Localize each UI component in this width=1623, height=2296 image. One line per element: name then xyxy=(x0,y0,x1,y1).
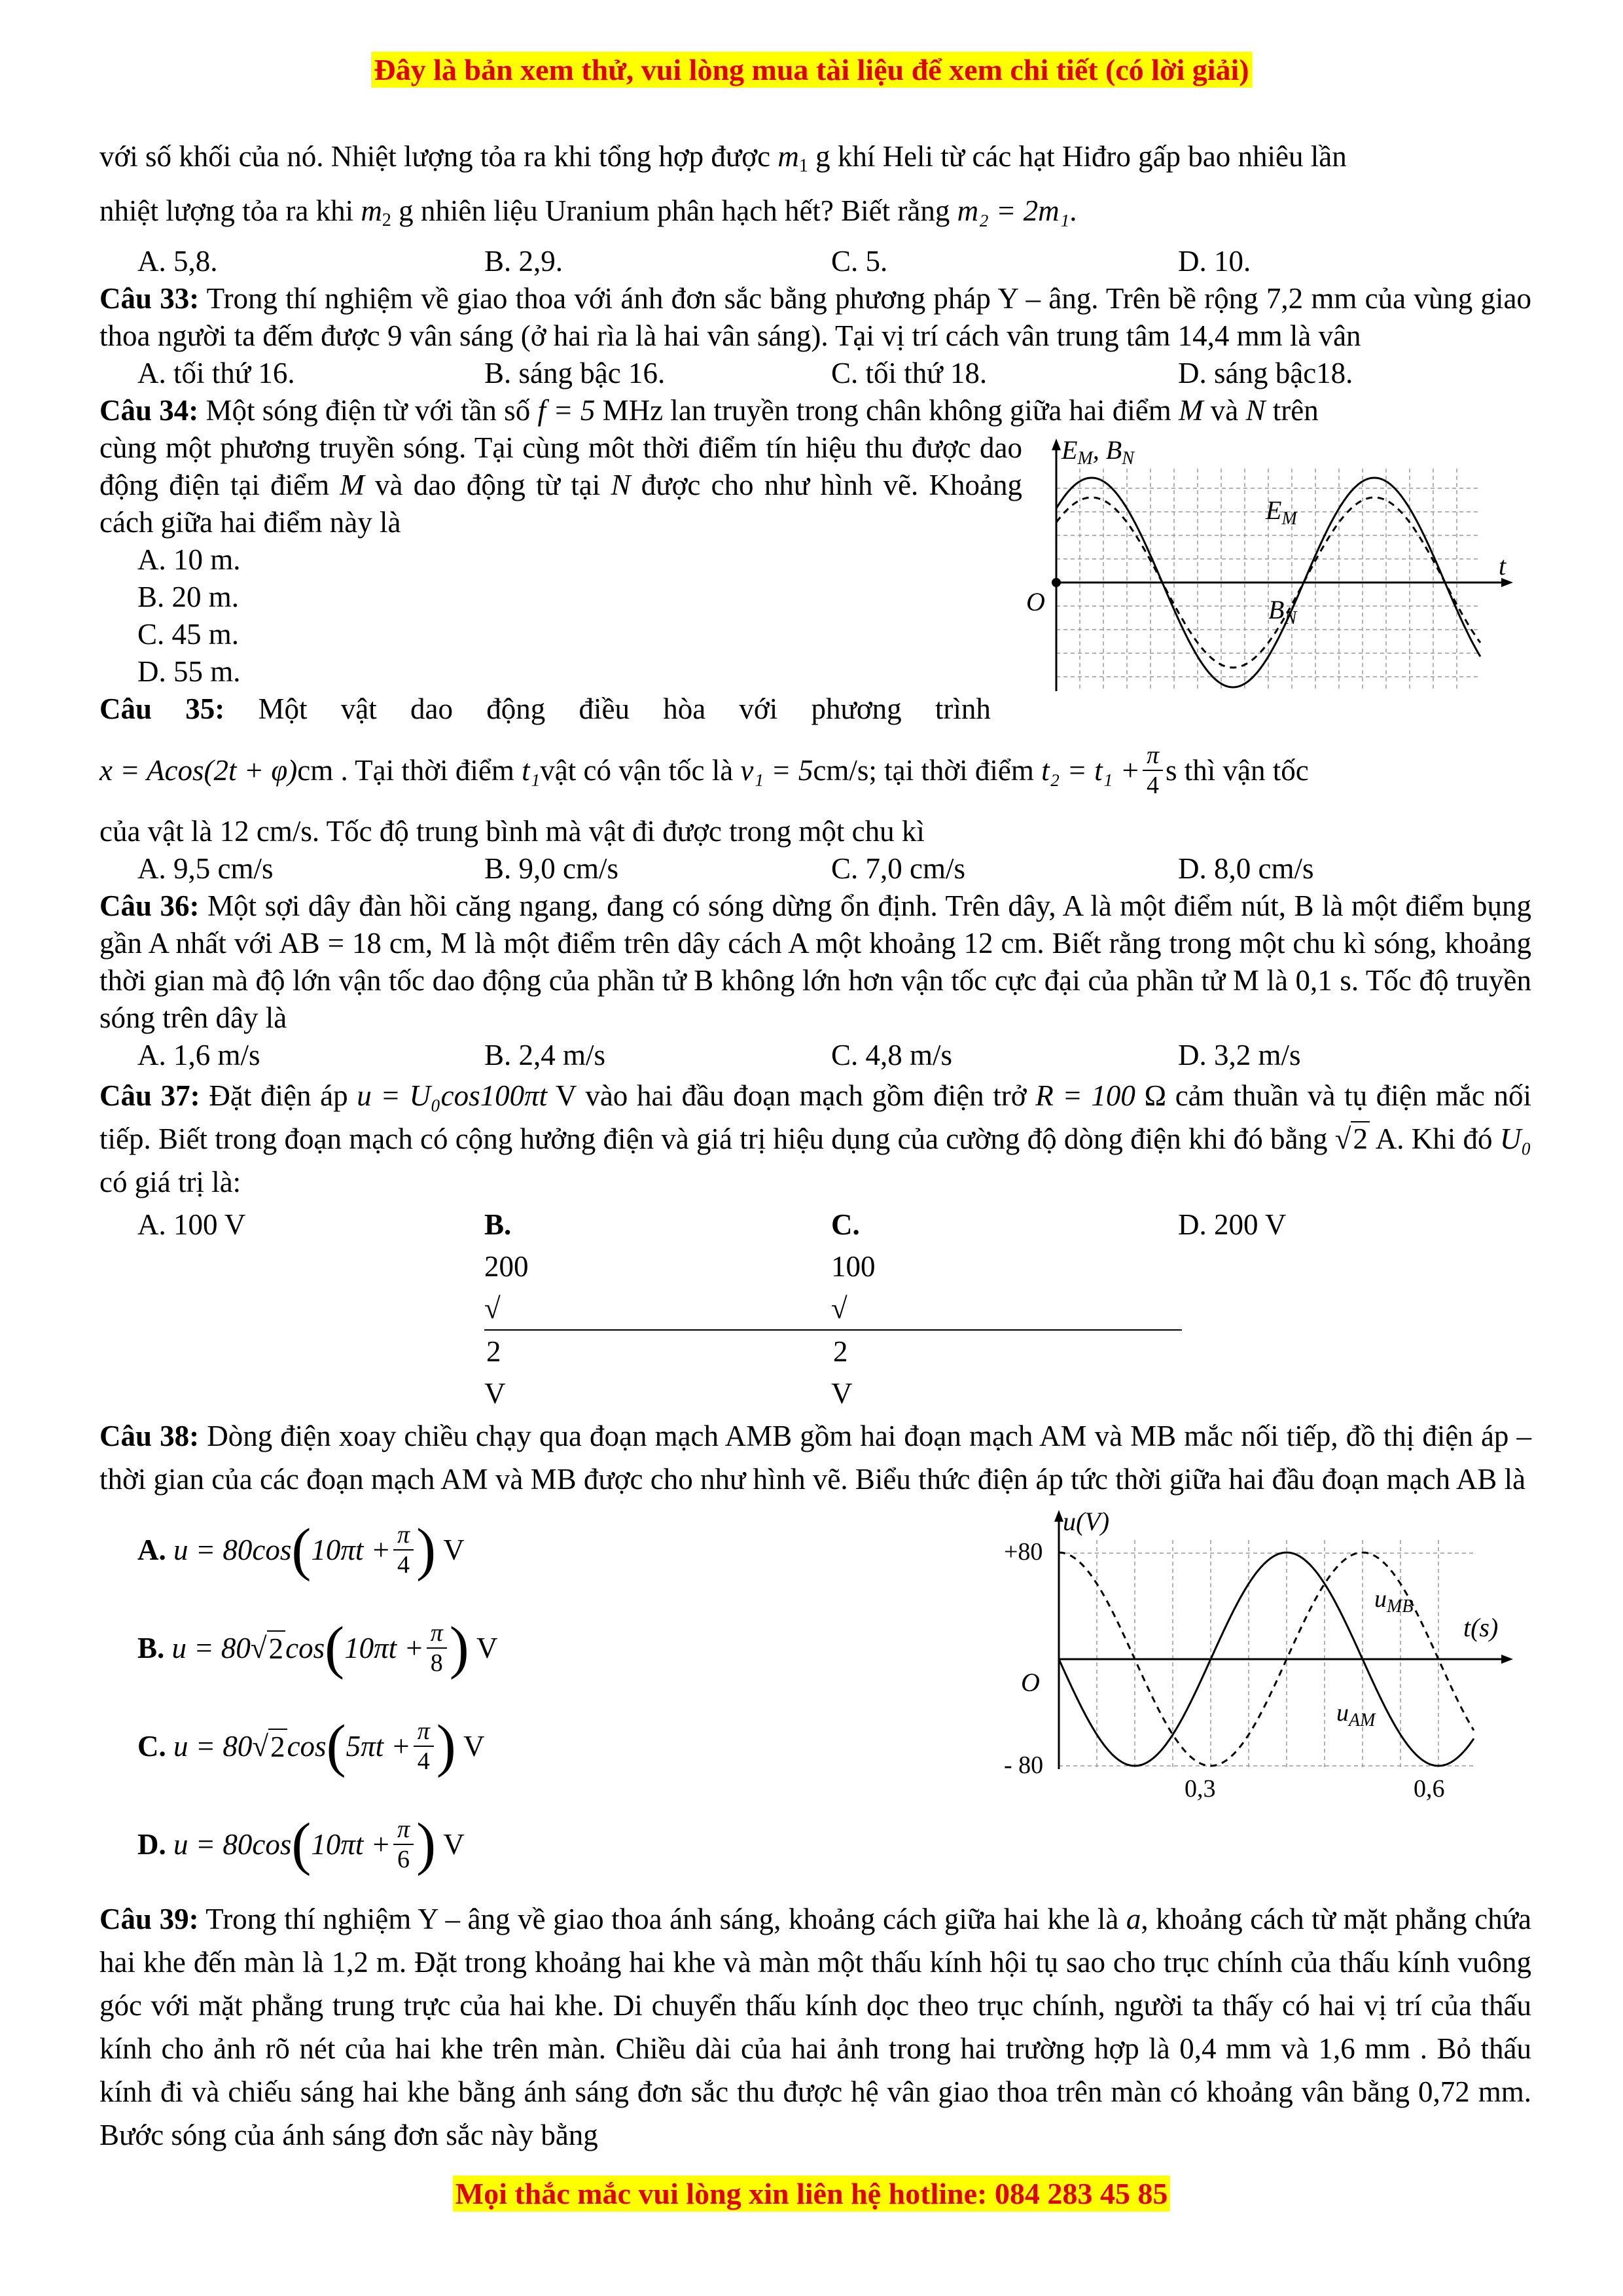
q36-option-c[interactable]: C. 4,8 m/s xyxy=(831,1039,953,1071)
q34-option-a[interactable]: A. 10 m. xyxy=(137,543,241,576)
q34-figure xyxy=(1022,429,1531,711)
q38-option-c[interactable]: C. u = 80 √ 2 cos ( 5πt + $\frac{\pi}{4}$ ) V xyxy=(137,1713,485,1778)
q34-option-b[interactable]: B. 20 m. xyxy=(137,581,240,613)
q37-text: Câu 37: Đặt điện áp u = U₀cos100πt V vào hai đầu đoạn mạch gồm điện trở R = 100 Ω cảm thuần và tụ điện mắc nối tiếp. Biết trong đoạn mạch có cộng hưởng điện và giá trị hiệu dụng của cường độ dòng điện khi đó bằng √2 A. Khi đó U₀ có giá trị là: xyxy=(99,1079,1532,1198)
q35-options xyxy=(137,850,1531,888)
q32-line1: với số khối của nó. Nhiệt lượng tỏa ra khi tổng hợp được $m_1$ g khí Heli từ các hạt Hiđro gấp bao nhiêu lần xyxy=(99,140,1347,176)
q32-option-b[interactable]: B. 2,9. xyxy=(484,245,563,278)
q38-option-d[interactable]: D. u = 80cos ( 10πt + $\frac{\pi}{6}$ ) V xyxy=(137,1812,465,1876)
q35-line1: Câu 35: Một vật dao động điều hòa với phương trình xyxy=(99,692,991,725)
q38-ymax-label: +80 xyxy=(1004,1538,1043,1566)
footer-banner: Mọi thắc mắc vui lòng xin liên hệ hotline: 084 283 45 85 xyxy=(0,2176,1623,2211)
q33-option-d[interactable]: D. sáng bậc18. xyxy=(1178,357,1353,389)
q34-e-label: $E_M$ xyxy=(1266,495,1297,529)
q36-option-a[interactable]: A. 1,6 m/s xyxy=(137,1039,260,1071)
q34-option-d[interactable]: D. 55 m. xyxy=(137,655,241,688)
q35-line3: của vật là 12 cm/s. Tốc độ trung bình mà vật đi được trong một chu kì xyxy=(99,815,925,848)
q33-options xyxy=(137,355,1531,392)
q38-ymin-label: - 80 xyxy=(1004,1751,1044,1779)
q35-option-d[interactable]: D. 8,0 cm/s xyxy=(1178,852,1314,885)
q38-t2-label: 0,6 xyxy=(1414,1775,1445,1803)
header-banner: Đây là bản xem thử, vui lòng mua tài liệu để xem chi tiết (có lời giải) xyxy=(0,52,1623,87)
q38-option-b[interactable]: B. u = 80 √ 2 cos ( 10πt + $\frac{\pi}{8}$ ) V xyxy=(137,1615,498,1680)
q38-t1-label: 0,3 xyxy=(1185,1775,1216,1803)
q35-option-b[interactable]: B. 9,0 cm/s xyxy=(484,852,619,885)
q38-origin-label: O xyxy=(1021,1668,1040,1697)
q34-graph xyxy=(1022,429,1531,711)
q34-x-label: t xyxy=(1499,551,1507,581)
q36-option-d[interactable]: D. 3,2 m/s xyxy=(1178,1039,1301,1071)
q37-option-a[interactable]: A. 100 V xyxy=(137,1208,246,1241)
q36-text: Câu 36: Một sợi dây đàn hồi căng ngang, đang có sóng dừng ổn định. Trên dây, A là một điểm nút, B là một điểm bụng gần A nhất với AB = 18 cm, M là một điểm trên dây cách A một khoảng 12 cm. Biết rằng trong một chu kì sóng, khoảng thời gian mà độ lớn vận tốc dao động của phần tử B không lớn hơn vận tốc cực đại của phần tử M là 0,1 s. Tốc độ truyền sóng trên dây là xyxy=(99,889,1531,1034)
document-body xyxy=(99,134,1531,2157)
q38-block xyxy=(99,1501,1531,1893)
q34-block xyxy=(99,429,1531,728)
q36-option-b[interactable]: B. 2,4 m/s xyxy=(484,1039,606,1071)
q38-uam-label: $u_{AM}$ xyxy=(1336,1699,1376,1731)
q32-line2: nhiệt lượng tỏa ra khi $m_2$ g nhiên liệu Uranium phân hạch hết? Biết rằng m₂ = 2m₁. xyxy=(99,194,1077,230)
q38-yaxis-label: u(V) xyxy=(1063,1507,1110,1536)
q32-option-c[interactable]: C. 5. xyxy=(831,245,888,278)
q35-option-a[interactable]: A. 9,5 cm/s xyxy=(137,852,274,885)
q33-option-c[interactable]: C. tối thứ 18. xyxy=(831,357,988,389)
q38-option-a[interactable]: A. u = 80cos ( 10πt + $\frac{\pi}{4}$ ) V xyxy=(137,1517,465,1582)
q32-options xyxy=(137,243,1531,280)
q34-option-c[interactable]: C. 45 m. xyxy=(137,618,240,651)
q37-option-c[interactable]: C. 100√2V xyxy=(831,1204,1178,1414)
q37-option-d[interactable]: D. 200 V xyxy=(1178,1208,1287,1241)
q35-line2: x = Acos(2t + φ) cm . Tại thời điểm t₁ vật có vận tốc là v₁ = 5 cm/s; tại thời điểm t₂ = t₁ + $\frac{\pi}{4}$ s thì vận tốc xyxy=(99,742,1309,799)
q34-origin-label: O xyxy=(1026,587,1045,617)
q34-yaxis-label: $E_M$, $B_N$ xyxy=(1061,435,1134,469)
q37-options xyxy=(137,1204,1531,1414)
q34-options xyxy=(137,541,1022,691)
q38-text: Câu 38: Dòng điện xoay chiều chạy qua đoạn mạch AMB gồm hai đoạn mạch AM và MB mắc nối tiếp, đồ thị điện áp – thời gian của các đoạn mạch AM và MB được cho như hình vẽ. Biểu thức điện áp tức thời giữa hai đầu đoạn mạch AB là xyxy=(99,1420,1532,1496)
q33-option-a[interactable]: A. tối thứ 16. xyxy=(137,357,295,389)
q37-option-b[interactable]: B. 200√2V xyxy=(484,1204,831,1414)
q38-figure xyxy=(950,1501,1531,1893)
q36-options xyxy=(137,1037,1531,1074)
q34-line2: cùng một phương truyền sóng. Tại cùng môt thời điểm tín hiệu thu được dao động điện tại điểm M và dao động từ tại N được cho như hình vẽ. Khoảng cách giữa hai điểm này là xyxy=(99,431,1022,539)
q34-line1: Câu 34: Một sóng điện từ với tần số f = 5 MHz lan truyền trong chân không giữa hai điểm M và N trên xyxy=(99,394,1319,427)
q38-umb-label: $u_{MB}$ xyxy=(1374,1585,1414,1617)
q32-option-d[interactable]: D. 10. xyxy=(1178,245,1251,278)
q33-text: Câu 33: Trong thí nghiệm về giao thoa với ánh đơn sắc bằng phương pháp Y – âng. Trên bề rộng 7,2 mm của vùng giao thoa người ta đếm được 9 vân sáng (ở hai rìa là hai vân sáng). Tại vị trí cách vân trung tâm 14,4 mm là vân xyxy=(99,282,1531,352)
q38-xaxis-label: t(s) xyxy=(1463,1613,1499,1642)
q34-b-label: $B_N$ xyxy=(1268,595,1297,628)
q35-option-c[interactable]: C. 7,0 cm/s xyxy=(831,852,966,885)
q32-option-a[interactable]: A. 5,8. xyxy=(137,245,218,278)
q33-option-b[interactable]: B. sáng bậc 16. xyxy=(484,357,666,389)
q39-text: Câu 39: Trong thí nghiệm Y – âng về giao thoa ánh sáng, khoảng cách giữa hai khe là a, khoảng cách từ mặt phẳng chứa hai khe đến màn là 1,2 m. Đặt trong khoảng hai khe và màn một thấu kính hội tụ sao cho trục chính của thấu kính vuông góc với mặt phẳng trung trực của hai khe. Di chuyển thấu kính dọc theo trục chính, người ta thấy có hai vị trí của thấu kính cho ảnh rõ nét của hai khe trên màn. Chiều dài của hai ảnh trong hai trường hợp là 0,4 mm và 1,6 mm . Bỏ thấu kính đi và chiếu sáng hai khe bằng ánh sáng đơn sắc thu được hệ vân giao thoa trên màn có khoảng vân bằng 0,72 mm. Bước sóng của ánh sáng đơn sắc này bằng xyxy=(99,1903,1531,2151)
